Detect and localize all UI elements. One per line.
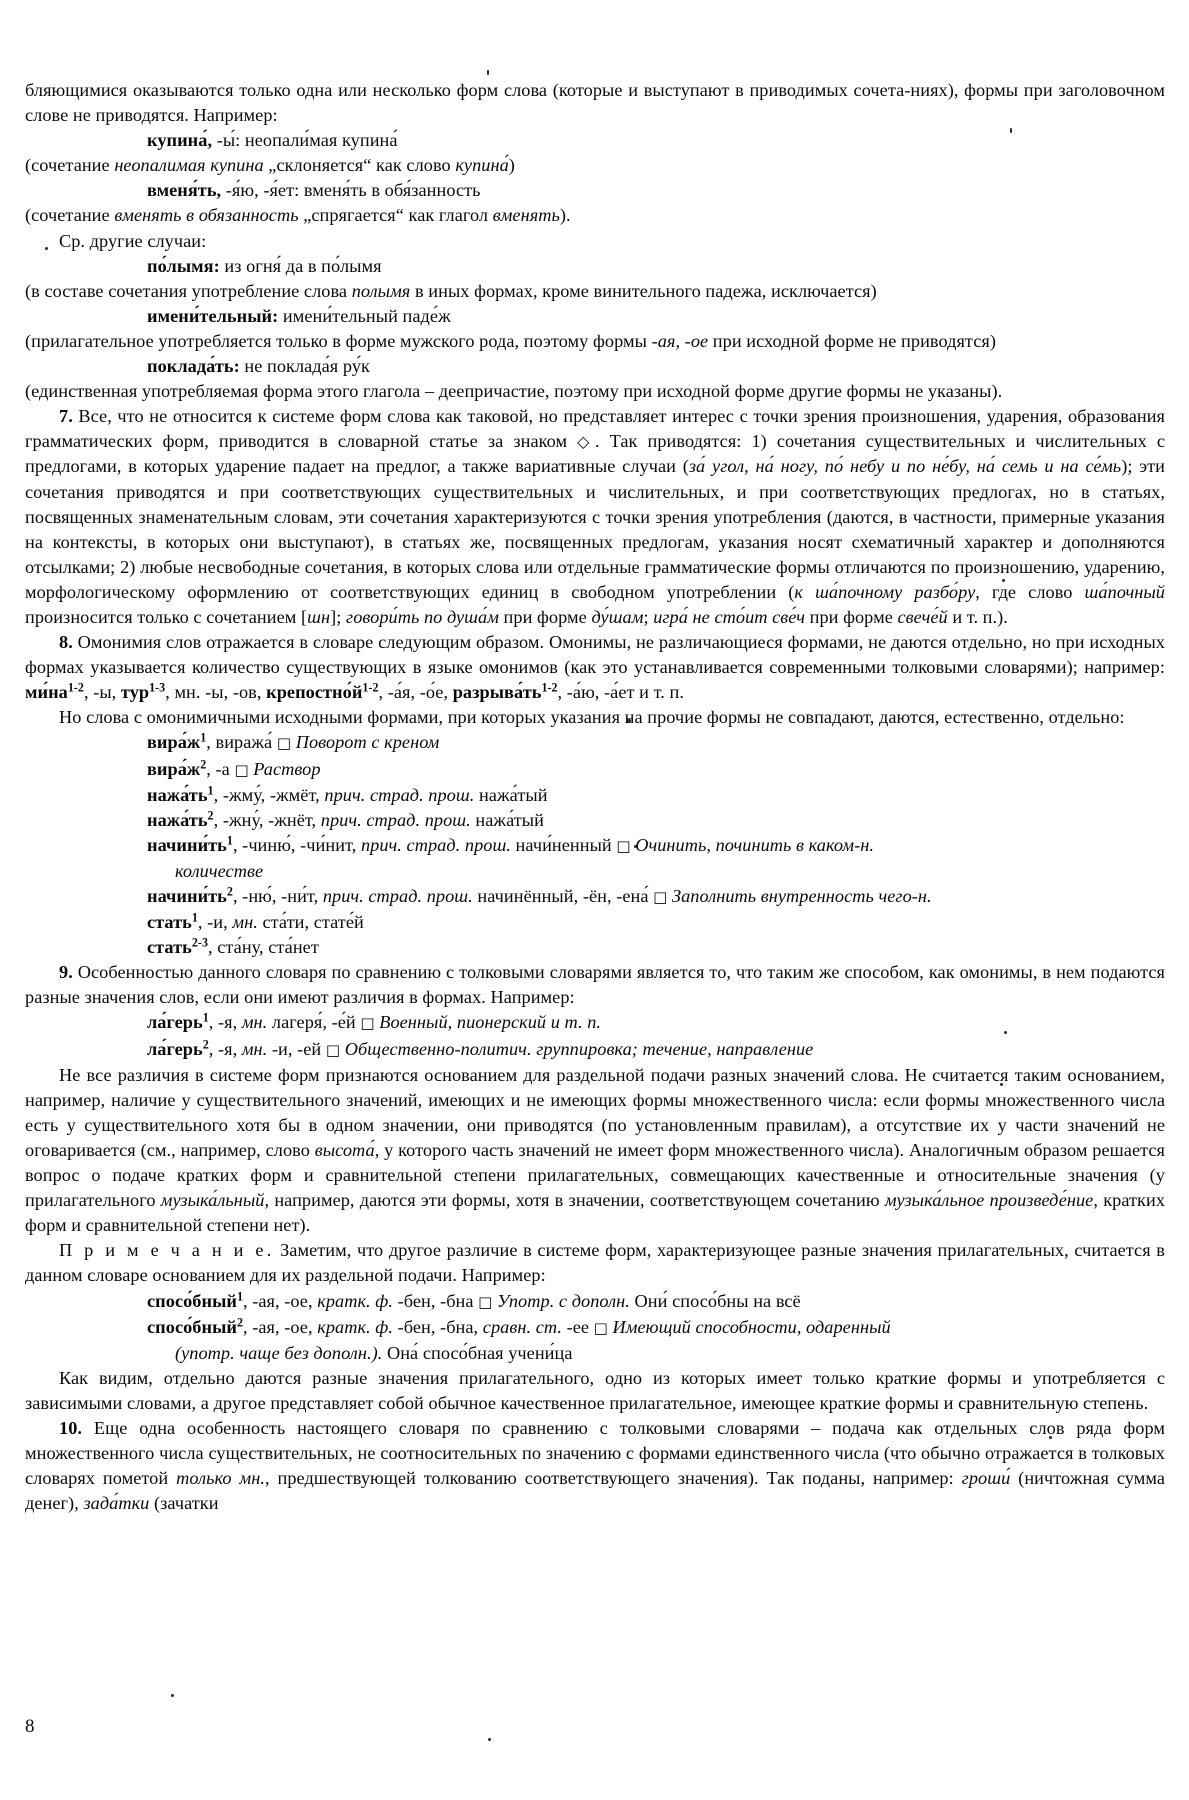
note-pre: (в составе сочетания употребление слова [25,280,352,301]
section-7-italic-6: ду́шам [591,606,644,627]
headword: стать [147,912,192,933]
dictionary-entry-sposobny-2 [25,1315,1165,1341]
entry-forms-italic: прич. страд. прош. [322,886,473,906]
note-post: ) [508,155,515,176]
entry-forms-tail: нажа́тый [474,784,548,805]
headword: нажа́ть [147,809,208,830]
dictionary-entry-imenitelny [25,304,1165,329]
section-7-text-1: Все, что не относится к системе форм слова как таковой, но представляет интерес с точки зрения произношения, ударения, образования грамматических форм, приводится в словарной статье за знаком [25,406,1165,452]
section-9-text: Особенностью данного словаря по сравнению с толковыми словарями является то, что таким же способом, как омонимы, в нем подаются разные значения слов, если они имеют различия в формах. Например: [25,962,1165,1008]
headword-kupina: купина́, [147,130,213,151]
entry-forms-italic: прич. страд. прош. [360,834,511,855]
scan-speck [488,1738,491,1741]
entry-forms-italic: кратк. ф. [317,1316,393,1337]
dictionary-entry-nazhat-1 [25,783,1165,808]
paragraph-kakvidim-text: Как видим, отдельно даются разные значения прилагательного, одно из которых имеет только краткие формы и употребляется с зависимыми словами, а другое представляет собой обычное качественное прилагательное, имеющее краткие формы и сравнительную степень. [25,1367,1165,1413]
homonym-superscript: 1 [207,783,214,798]
note-vmenyat [25,203,1165,228]
headword: спосо́бный [147,1316,237,1337]
note-polymya [25,279,1165,304]
homonym-superscript: 1-2 [67,680,84,695]
headword: начини́ть [147,834,227,855]
compare-line-text: Ср. другие случаи: [59,230,207,251]
scan-speck [487,70,489,75]
section-9-number: 9. [59,962,73,983]
headword: вира́ж [147,758,201,779]
homonym-superscript: 1 [226,833,233,848]
entry-gloss-italic: Употр. с дополн. [492,1290,630,1311]
section-9 [25,960,1165,1010]
homonym-superscript: 2 [202,1037,209,1052]
section-10-text-1: Еще одна особенность настоящего словаря по сравнению с толковыми словарями – подача как отдельных слов ряда форм множественного числа существительных, не соотносительных по значению с формами единственного числа (что обычно отражается в толковых словарях пометой [25,1417,1165,1489]
entry-forms: , -жну́, -жнёт, [213,809,321,830]
note-italic-2: вменять [492,205,560,226]
paragraph-nevse-text-3: , например, даются эти формы, хотя в значении, соответствующем сочетанию [264,1190,885,1211]
section-10-number: 10. [59,1417,83,1438]
entry-gloss-continuation-tail: Она́ спосо́бная учени́ца [382,1342,573,1363]
headword-polymya: по́лымя: [147,255,220,276]
dictionary-entry-sposobny-2-gloss-cont [25,1341,1165,1366]
dictionary-entry-stat-2-3 [25,935,1165,960]
entry-forms: , ста́ну, ста́нет [207,937,319,958]
entry-forms-italic-2: сравн. ст. [482,1316,562,1337]
entry-gloss: Общественно-политич. группировка; течение, направление [340,1038,814,1059]
section-7-text-5: произносится только с сочетанием [ [25,606,308,627]
section-7-italic-1: за́ угол, на́ ногу, по́ небу и по не́бу, на́ семь и на се́мь [688,456,1122,477]
homonym-superscript: 2 [200,757,207,772]
headword: начини́ть [147,886,227,906]
homonym-superscript: 1 [202,1011,209,1026]
entry-gloss: Заполнить внутренность чего-н. [667,886,932,906]
square-icon: □ [325,1040,341,1059]
section-8 [25,630,1165,705]
entry-forms-tail: -и, -ей [267,1038,326,1059]
section-8-text-1: Омонимия слов отражается в словаре следующим образом. Омонимы, не различающиеся формами, не даются отдельно, но при исходных формах указывается количество существующих в языке омонимов (как это устанавливается современными толковыми словарями); например: [25,632,1165,678]
compare-line [25,229,1165,254]
entry-forms-italic: кратк. ф. [317,1290,393,1311]
entry-forms: , -и, [197,912,233,933]
homonym-superscript: 1-2 [362,680,379,695]
entry-forms-italic: мн. [241,1038,268,1059]
section-10-text-3: (ничтожная сумма денег), [25,1468,1165,1514]
headword: ла́герь [147,1012,203,1033]
entry-gloss-italic: Имеющий способности, одаренный [607,1316,891,1337]
square-icon: □ [653,888,668,906]
dictionary-entry-nazhat-2 [25,808,1165,833]
section-8-text-4: , -а́я, -о́е, [378,682,453,703]
homonym-superscript: 2-3 [191,935,208,950]
dictionary-entry-vmenyat [25,178,1165,203]
entry-gloss: Раствор [248,758,321,779]
example-word-razryvat: разрыва́ть [452,682,542,703]
entry-gloss: Очинить, починить в каком-н. [630,834,874,855]
paragraph-nevse-italic-3: музыка́льное произведе́ние [884,1190,1094,1211]
note-italic-1: неопалимая купина [114,155,264,176]
headword: нажа́ть [147,784,208,805]
entry-forms: не поклада́я ру́к [239,356,370,377]
section-8-text-5: , -а́ю, -а́ет и т. п. [557,682,684,703]
headword: спосо́бный [147,1290,237,1311]
note-mid: „склоняется“ как слово [263,155,456,176]
entry-forms-tail: ста́ти, стате́й [257,912,364,933]
section-7-italic-7: игра́ не сто́ит све́ч [653,606,805,627]
entry-forms: , -а [206,758,235,779]
note-kupina [25,153,1165,178]
entry-forms-tail-2: -ее [561,1316,594,1337]
section-10-text-4: (зачатки [149,1493,219,1514]
square-icon: □ [593,1318,608,1337]
square-icon: □ [616,836,631,855]
entry-forms: из огня́ да в по́лымя [219,255,382,276]
section-8-text-2: , -ы, [83,682,121,703]
section-7-text-3: ); эти сочетания приводятся и при соответствующих существительных и числительных, и при соответствующих предлогах, но в статьях, посвященных знаменательным словам, эти сочетания характеризуются с точки зрения употребления (даются, в частности, примерные указания на контексты, в которых они выступают), в статьях же, посвященных предлогам, указания носят схематичный характер и дополняются отсылками; 2) любые несвободные сочетания, в которых слова или отдельные грамматические формы отличаются по произношению, ударению, морфологическому оформлению от соответствующих единиц в свободном употреблении ( [25,456,1166,602]
dictionary-entry-kupina [25,128,1165,153]
entry-forms-italic: прич. страд. прош. [320,809,471,830]
note-post: ). [559,205,571,226]
entry-forms-tail: -бен, -бна, [392,1316,483,1337]
page-number: 8 [25,1716,35,1737]
entry-forms-tail: нажа́тый [470,809,544,830]
entry-forms: -ы́: неопали́мая купина́ [212,130,398,151]
paragraph-top-text: бляющимися оказываются только одна или несколько форм слова (которые и выступают в приводимых сочета-ниях), формы при заголовочном слове не приводятся. Например: [25,80,1165,126]
dictionary-entry-nachinit-2 [25,884,1165,910]
note-primechanie [25,1238,1165,1288]
note-pokladat-text: (единственная употребляемая форма этого глагола – деепричастие, поэтому при исходной форме другие формы не указаны). [25,381,1003,402]
section-7-number: 7. [59,406,73,427]
scan-speck [171,1694,174,1697]
section-7-italic-2: к ша́почному разбо́ру [794,581,976,602]
entry-forms-tail: начи́ненный [510,834,617,855]
square-icon: □ [360,1014,375,1033]
note-italic-1: полымя [351,280,411,301]
dictionary-entry-polymya [25,254,1165,279]
homonym-superscript: 2 [207,808,214,823]
note-pre: (сочетание [25,155,115,176]
entry-forms: , -ая, -ое, [243,1290,318,1311]
homonym-superscript: 2 [226,884,233,899]
entry-forms: , -ая, -ое, [243,1316,318,1337]
paragraph-nevse-italic-2: музыка́льный [160,1190,265,1211]
entry-gloss: Военный, пионерский и т. п. [374,1012,602,1033]
entry-forms-tail: начинённый, -ён, -ена́ [472,886,654,906]
entry-gloss: Поворот с креном [291,732,440,753]
paragraph-kakvidim [25,1366,1165,1416]
entry-forms-italic: мн. [241,1012,268,1033]
section-7-italic-8: свече́й [897,606,948,627]
note-italic-1: -ая, -ое [651,330,709,351]
note-pokladat [25,379,1165,404]
entry-forms: , виража́ [206,732,277,753]
entry-forms: , -жму́, -жмёт, [213,784,325,805]
entry-gloss-continuation: количестве [175,860,264,881]
homonym-superscript: 1-2 [541,680,558,695]
entry-forms-tail: лагеря́, -е́й [267,1012,361,1033]
section-10-italic-2: гроши́ [961,1468,1011,1489]
section-7-text-6: ]; [330,606,347,627]
entry-forms-italic: мн. [232,912,258,933]
section-7-italic-3: ша́почный [1084,581,1165,602]
homonym-superscript: 2 [236,1315,244,1330]
paragraph-top [25,78,1165,128]
headword: ла́герь [147,1038,203,1059]
note-mid: „спрягается“ как глагол [298,205,493,226]
note-pre: (сочетание [25,205,115,226]
headword-imenitelny: имени́тельный: [147,305,279,326]
section-10-italic-1: только мн. [176,1468,265,1489]
dictionary-entry-nachinit-1-gloss-cont [25,859,1165,884]
primechanie-label: П р и м е ч а н и е. [59,1240,275,1261]
section-7-text-7: при форме [498,606,592,627]
dictionary-entry-lager-2 [25,1037,1165,1063]
section-7-text-10: и т. п.). [947,606,1008,627]
dictionary-entry-virazh-1 [25,730,1165,756]
headword: стать [147,937,192,958]
note-pre: (прилагательное употребляется только в форме мужского рода, поэтому формы [25,330,652,351]
homonym-superscript: 1 [191,910,198,925]
diamond-icon: ◇ [577,432,595,452]
dictionary-entry-nachinit-1 [25,833,1165,859]
section-10-text-2: , предшествующей толкованию соответствующего значения). Так поданы, например: [264,1468,962,1489]
entry-forms: , -чиню́, -чи́нит, [232,834,361,855]
square-icon: □ [478,1292,493,1311]
homonym-superscript: 1 [236,1289,244,1304]
homonym-superscript: 1-3 [149,680,166,695]
entry-forms: -я́ю, -я́ет: вменя́ть в обя́занность [221,180,481,201]
note-italic-2: купина́ [455,155,509,176]
paragraph-but-text: Но слова с омонимичными исходными формами, при которых указания на прочие формы не совпадают, даются, естественно, отдельно: [59,707,1125,728]
note-italic-1: вменять в обязанность [114,205,299,226]
dictionary-entry-sposobny-1 [25,1289,1165,1315]
section-7 [25,404,1165,630]
entry-gloss-continuation-italic: (употр. чаще без дополн.). [175,1342,383,1363]
homonym-superscript: 1 [200,731,207,746]
note-post: при исходной форме не приводятся) [708,330,996,351]
entry-forms: имени́тельный паде́ж [278,305,451,326]
paragraph-nevse [25,1063,1165,1239]
square-icon: □ [234,760,249,779]
text-column [25,78,1165,1516]
entry-forms: , -ню́, -ни́т, [232,886,323,906]
example-word-tur: тур [120,682,150,703]
entry-gloss-tail: Они́ спосо́бны на всё [629,1290,801,1311]
paragraph-nevse-text-1: Не все различия в системе форм признаются основанием для раздельной подачи разных значений слова. Не считается таким основанием, например, наличие у существительного значений, имеющих и не имеющих формы множественного числа: если формы множественного числа есть у существительного хотя бы в одном значении, они приводятся (по установленным правилам), а отсутствие их у части значений не оговаривается (см., например, слово [25,1064,1165,1160]
headword-pokladat: поклада́ть: [147,356,240,377]
dictionary-entry-stat-1 [25,910,1165,935]
section-10 [25,1416,1165,1516]
dictionary-entry-virazh-2 [25,757,1165,783]
entry-forms: , -я, [208,1012,242,1033]
dictionary-entry-pokladat [25,354,1165,379]
section-7-text-2: . Так приводятся: 1) сочетания существительных и числительных с предлогами, в которых ударение падает на предлог, а также вариативные случаи ( [25,431,1165,477]
dictionary-entry-lager-1 [25,1010,1165,1036]
square-icon: □ [276,734,292,753]
section-8-text-3: , мн. -ы, -ов, [165,682,267,703]
section-7-text-4: , где слово [975,581,1085,602]
entry-forms-italic: прич. страд. прош. [324,784,475,805]
section-7-italic-4: шн [307,606,331,627]
paragraph-nevse-text-2: , у которого часть значений не имеет форм множественного числа). Аналогичным образом решается вопрос о подаче кратких форм и сравнительной степени прилагательных, совмещающих качественные и относительные значения (у прилагательного [25,1139,1165,1211]
section-7-text-8: ; [643,606,654,627]
example-word-krepostnoy: крепостно́й [266,682,363,703]
entry-forms-tail: -бен, -бна [392,1290,479,1311]
note-post: в иных формах, кроме винительного падежа, исключается) [410,280,877,301]
note-imenitelny [25,329,1165,354]
section-8-number: 8. [59,632,73,653]
headword: вира́ж [147,732,201,753]
headword-vmenyat: вменя́ть, [147,180,222,201]
paragraph-nevse-text-4: , кратких форм и сравнительной степени нет). [25,1190,1166,1236]
section-10-italic-3: зада́тки [83,1493,150,1514]
entry-forms: , -я, [208,1038,242,1059]
section-7-text-9: при форме [804,606,898,627]
section-7-italic-5: говори́ть по душа́м [346,606,499,627]
example-word-mina: ми́на [25,682,68,703]
paragraph-but [25,705,1165,730]
paragraph-nevse-italic-1: высота́ [314,1139,375,1160]
primechanie-text: Заметим, что другое различие в системе форм, характеризующее разные значения прилагательных, считается в данном словаре основанием для их раздельной подачи. Например: [25,1240,1165,1286]
